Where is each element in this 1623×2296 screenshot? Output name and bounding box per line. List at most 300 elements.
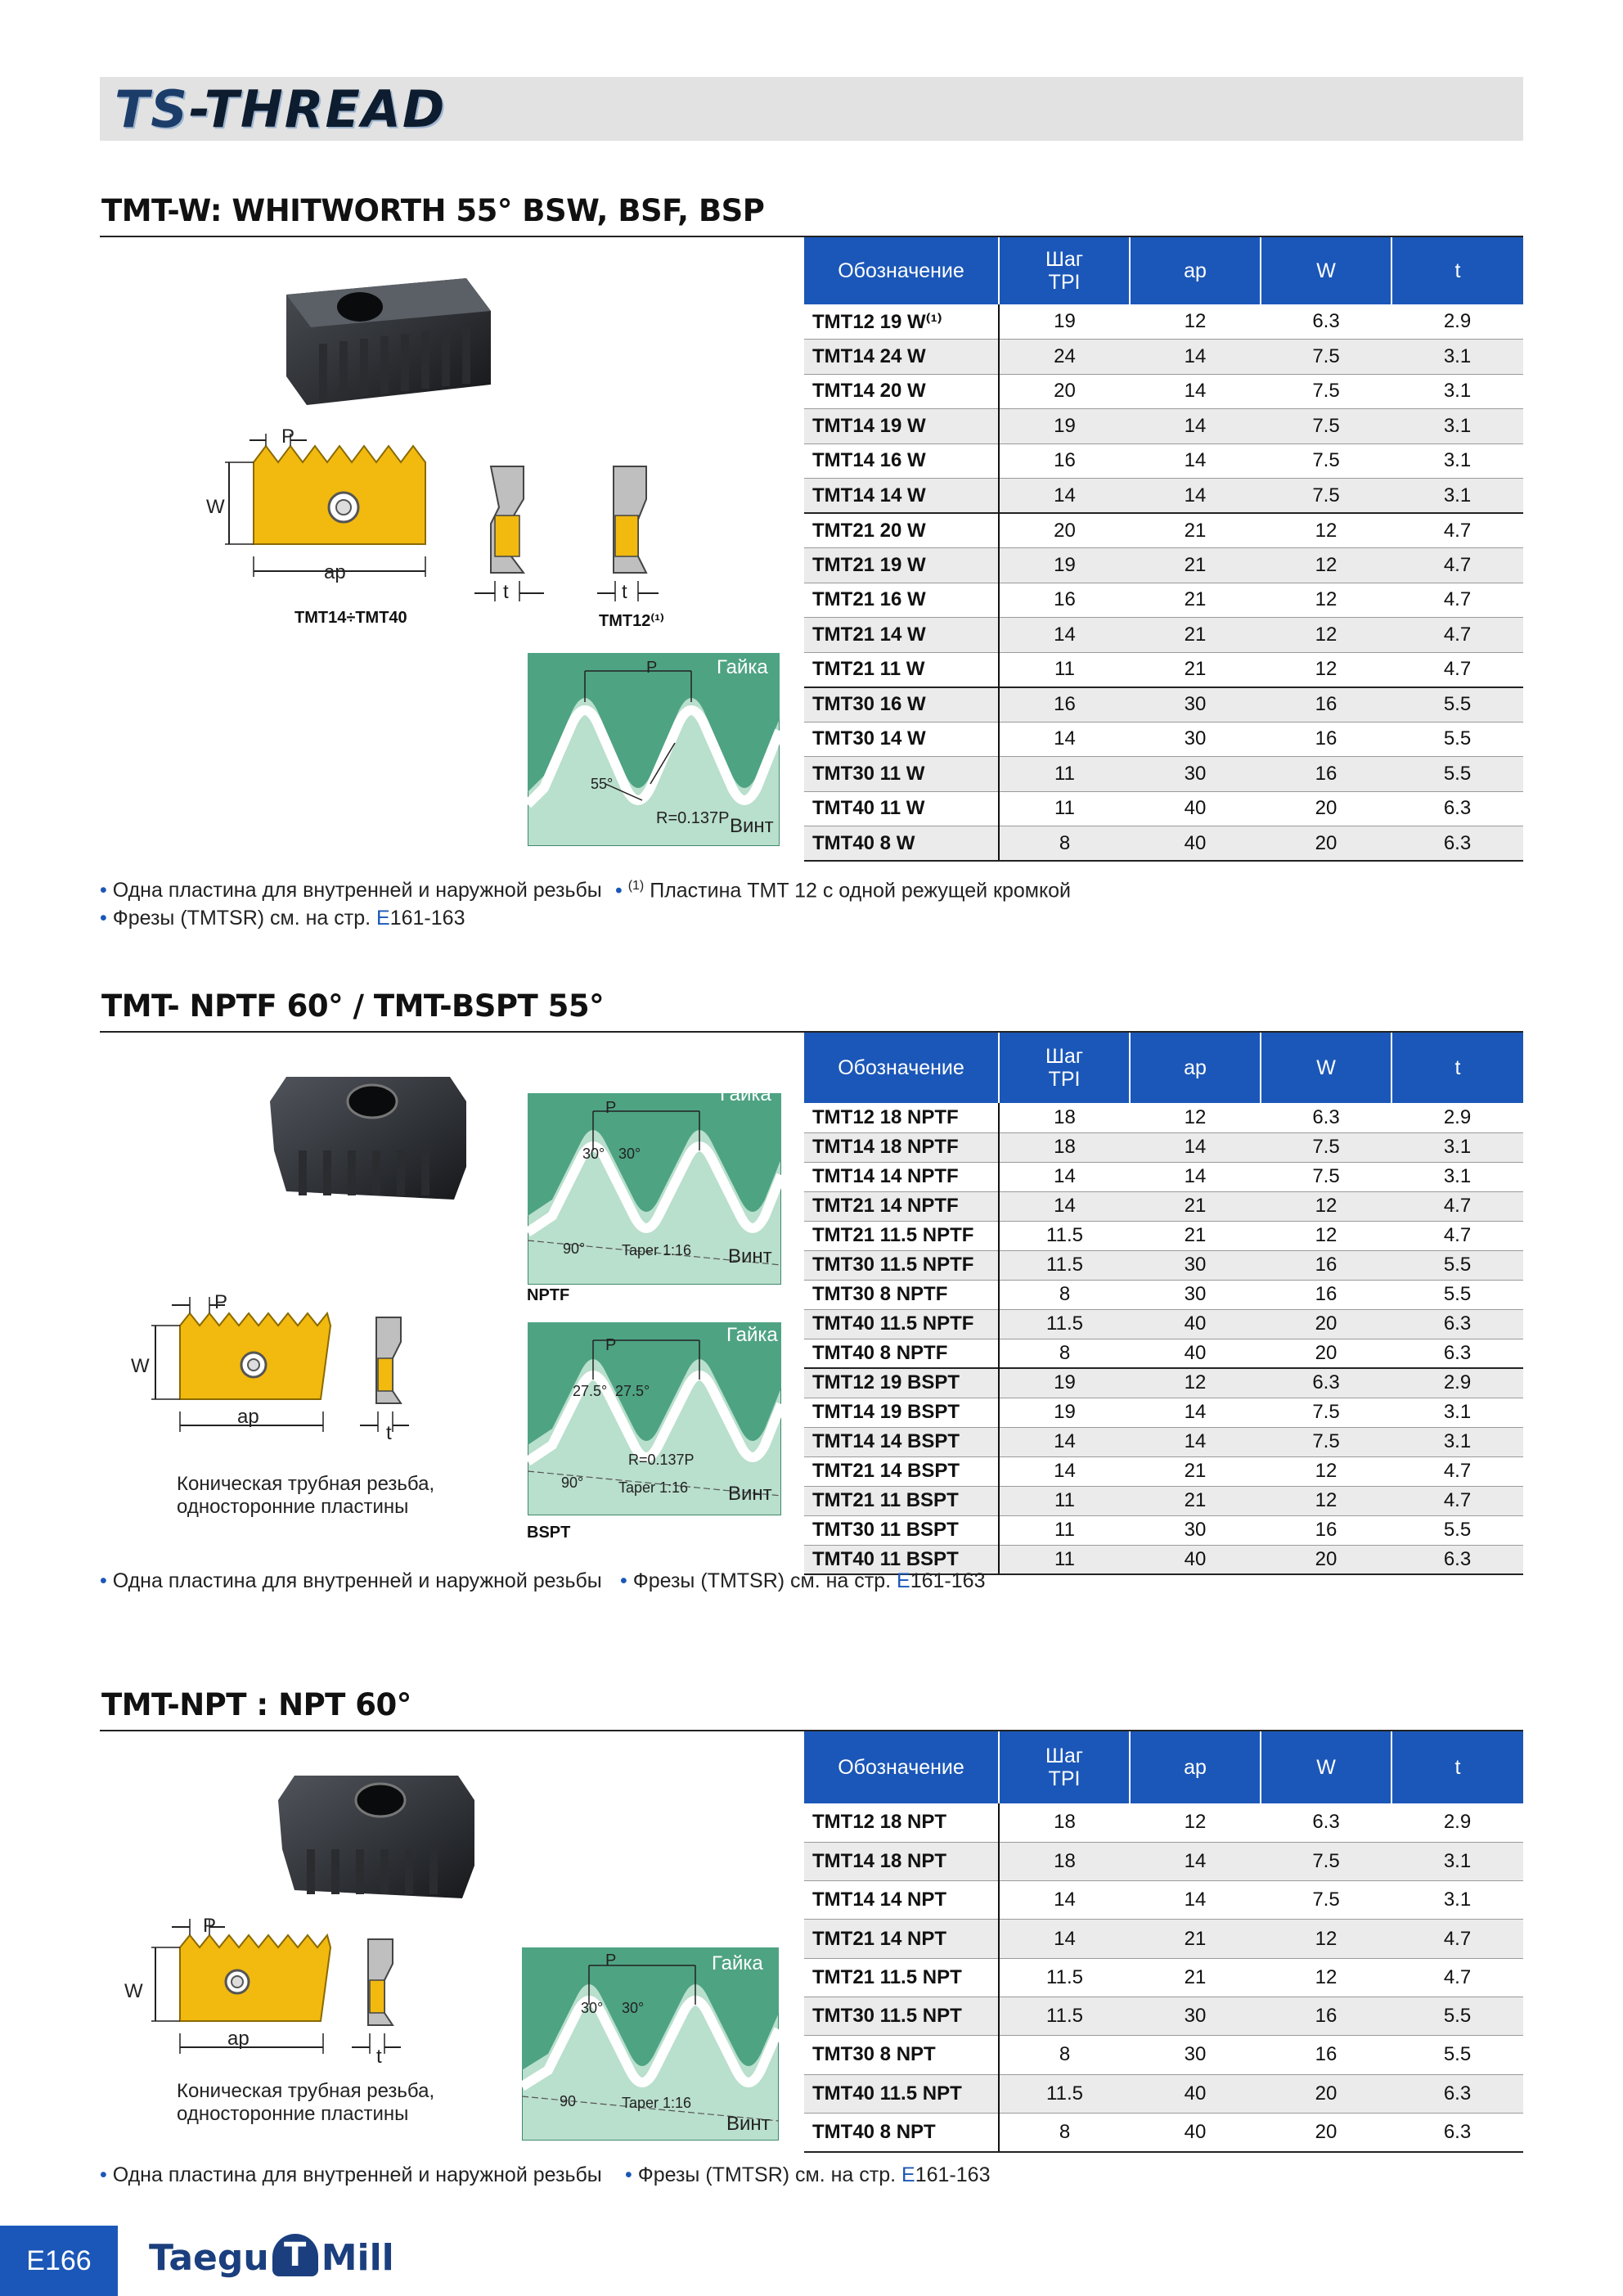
table-row	[804, 1486, 1523, 1515]
cell-value: 3.1	[1391, 1132, 1523, 1162]
cell-value: 7.5	[1261, 1398, 1391, 1427]
cell-value: 6.3	[1391, 1309, 1523, 1339]
cell-designation: TMT40 11.5 NPTF	[804, 1309, 999, 1339]
cell-designation: TMT14 14 NPT	[804, 1881, 999, 1920]
cell-value: 12	[1130, 1103, 1261, 1132]
cell-value: 14	[1130, 443, 1261, 479]
spec-table	[804, 237, 1523, 862]
cell-designation: TMT14 20 W	[804, 374, 999, 409]
cell-value: 30	[1130, 1515, 1261, 1545]
cell-value: 12	[1261, 513, 1391, 548]
angle-label: 30°	[581, 2000, 604, 2016]
cell-value: 40	[1130, 2074, 1261, 2113]
radius-label: R=0.137P	[628, 1452, 695, 1468]
cell-value: 4.7	[1391, 548, 1523, 583]
cell-value: 14	[999, 722, 1130, 757]
cell-value: 2.9	[1391, 304, 1523, 340]
table-row	[804, 652, 1523, 687]
page-number: E166	[0, 2226, 118, 2296]
dim-label-w: W	[206, 496, 225, 518]
cell-value: 4.7	[1391, 652, 1523, 687]
cell-value: 8	[999, 2036, 1130, 2074]
cell-designation: TMT30 11.5 NPTF	[804, 1250, 999, 1280]
cell-value: 11	[999, 1545, 1130, 1574]
table-row	[804, 1221, 1523, 1250]
cell-value: 16	[1261, 722, 1391, 757]
note-page-ref: • Фрезы (TMTSR) см. на стр. E161-163	[625, 2163, 991, 2186]
cell-value: 20	[1261, 791, 1391, 826]
cell-value: 20	[1261, 2113, 1391, 2151]
table-row	[804, 722, 1523, 757]
cell-value: 12	[1261, 618, 1391, 653]
cell-designation: TMT12 19 BSPT	[804, 1368, 999, 1398]
cell-value: 20	[1261, 2074, 1391, 2113]
profile-label-nptf: NPTF	[527, 1286, 570, 1304]
cell-value: 14	[999, 618, 1130, 653]
table-row	[804, 1456, 1523, 1486]
cell-designation: TMT40 8 W	[804, 826, 999, 862]
cell-value: 40	[1130, 1545, 1261, 1574]
cell-value: 12	[1261, 1920, 1391, 1958]
table-row	[804, 479, 1523, 514]
cell-value: 6.3	[1261, 304, 1391, 340]
cell-value: 5.5	[1391, 757, 1523, 792]
cell-value: 21	[1130, 583, 1261, 618]
table-row	[804, 1132, 1523, 1162]
footnote: • $^{(1)}$ Пластина TMT 12 с одной режущей кромкой	[615, 879, 1072, 903]
table-row	[804, 340, 1523, 375]
nut-label: Гайка	[720, 1083, 771, 1105]
table-row	[804, 2074, 1523, 2113]
cell-value: 3.1	[1391, 1398, 1523, 1427]
cell-value: 16	[999, 443, 1130, 479]
cell-designation: TMT21 11.5 NPT	[804, 1958, 999, 1997]
table-row	[804, 1427, 1523, 1456]
cell-value: 16	[999, 583, 1130, 618]
angle-label: 90°	[563, 1240, 586, 1257]
cell-value: 3.1	[1391, 1162, 1523, 1191]
cell-designation: TMT21 14 NPTF	[804, 1191, 999, 1221]
cell-value: 14	[1130, 1132, 1261, 1162]
cell-value: 30	[1130, 1997, 1261, 2035]
cell-value: 8	[999, 826, 1130, 862]
insert-label: TMT14÷TMT40	[294, 609, 407, 627]
angle-label: 90	[560, 2093, 577, 2109]
angle-label: 30°	[582, 1146, 605, 1162]
dim-label-w: W	[124, 1980, 143, 2002]
cell-value: 8	[999, 1339, 1130, 1368]
cell-designation: TMT14 19 W	[804, 409, 999, 444]
cell-value: 7.5	[1261, 1162, 1391, 1191]
cell-designation: TMT21 14 W	[804, 618, 999, 653]
cell-value: 14	[999, 1191, 1130, 1221]
cell-value: 14	[1130, 479, 1261, 514]
cell-value: 30	[1130, 2036, 1261, 2074]
cell-designation: TMT21 11 W	[804, 652, 999, 687]
cell-value: 21	[1130, 618, 1261, 653]
cell-designation: TMT40 8 NPT	[804, 2113, 999, 2151]
note: • Одна пластина для внутренней и наружной резьбы	[100, 879, 602, 902]
table-row	[804, 1368, 1523, 1398]
cell-value: 3.1	[1391, 1842, 1523, 1880]
cell-value: 3.1	[1391, 443, 1523, 479]
cell-value: 6.3	[1261, 1103, 1391, 1132]
cell-value: 6.3	[1391, 1339, 1523, 1368]
cell-value: 5.5	[1391, 1280, 1523, 1309]
nut-label: Гайка	[712, 1952, 763, 1974]
brand-badge: T	[272, 2234, 318, 2276]
cell-designation: TMT30 11 W	[804, 757, 999, 792]
cell-value: 8	[999, 2113, 1130, 2151]
cell-value: 19	[999, 1398, 1130, 1427]
cell-value: 21	[1130, 1191, 1261, 1221]
cell-value: 11.5	[999, 2074, 1130, 2113]
cell-value: 7.5	[1261, 409, 1391, 444]
cell-designation: TMT40 11.5 NPT	[804, 2074, 999, 2113]
cell-designation: TMT21 11.5 NPTF	[804, 1221, 999, 1250]
insert-caption: односторонние пластины	[177, 1496, 409, 1518]
cell-value: 5.5	[1391, 1515, 1523, 1545]
col-header: ap	[1130, 1731, 1261, 1803]
insert-caption: односторонние пластины	[177, 2103, 409, 2125]
col-header: t	[1391, 237, 1523, 304]
taper-label: Taper 1:16	[622, 2095, 692, 2111]
cell-value: 21	[1130, 1958, 1261, 1997]
cell-value: 12	[1261, 548, 1391, 583]
dim-label-p: P	[605, 1952, 617, 1970]
cell-value: 20	[999, 513, 1130, 548]
dim-label-ap: ap	[237, 1406, 259, 1428]
cell-designation: TMT14 14 BSPT	[804, 1427, 999, 1456]
cell-designation: TMT14 24 W	[804, 340, 999, 375]
cell-value: 4.7	[1391, 513, 1523, 548]
dim-label-p: P	[214, 1291, 228, 1313]
cell-value: 4.7	[1391, 1221, 1523, 1250]
cell-value: 11	[999, 757, 1130, 792]
col-header: t	[1391, 1731, 1523, 1803]
table-row	[804, 687, 1523, 723]
cell-value: 16	[1261, 1250, 1391, 1280]
cell-value: 19	[999, 548, 1130, 583]
table-row	[804, 1309, 1523, 1339]
cell-value: 20	[1261, 1339, 1391, 1368]
dim-label-p: P	[646, 659, 658, 677]
cell-value: 4.7	[1391, 618, 1523, 653]
cell-value: 4.7	[1391, 583, 1523, 618]
table-row	[804, 409, 1523, 444]
cell-value: 14	[1130, 1398, 1261, 1427]
cell-value: 6.3	[1391, 2074, 1523, 2113]
dim-label-w: W	[131, 1355, 150, 1377]
cell-designation: TMT21 11 BSPT	[804, 1486, 999, 1515]
cell-value: 5.5	[1391, 1997, 1523, 2035]
insert-photo	[262, 1060, 483, 1224]
table-row	[804, 618, 1523, 653]
cell-value: 7.5	[1261, 443, 1391, 479]
table-row	[804, 1842, 1523, 1880]
dim-label-ap: ap	[324, 561, 346, 583]
table-row	[804, 513, 1523, 548]
table-row	[804, 1881, 1523, 1920]
col-header: Обозначение	[804, 1033, 999, 1103]
cell-value: 40	[1130, 791, 1261, 826]
cell-value: 6.3	[1391, 2113, 1523, 2151]
cell-value: 11	[999, 791, 1130, 826]
cell-value: 6.3	[1391, 826, 1523, 862]
insert-label: TMT12⁽¹⁾	[599, 612, 664, 630]
table-row	[804, 443, 1523, 479]
cell-value: 11	[999, 1486, 1130, 1515]
cell-value: 12	[1261, 1221, 1391, 1250]
cell-designation: TMT30 11.5 NPT	[804, 1997, 999, 2035]
cell-value: 14	[999, 1427, 1130, 1456]
table-row	[804, 374, 1523, 409]
cell-value: 12	[1130, 1368, 1261, 1398]
dim-label-p: P	[605, 1099, 617, 1117]
spec-table	[804, 1033, 1523, 1575]
dim-label-p: P	[203, 1915, 217, 1937]
cell-value: 7.5	[1261, 479, 1391, 514]
cell-designation: TMT14 18 NPTF	[804, 1132, 999, 1162]
cell-value: 30	[1130, 1250, 1261, 1280]
cell-value: 14	[1130, 1427, 1261, 1456]
cell-value: 12	[1130, 1803, 1261, 1842]
angle-label: 27.5°	[615, 1383, 650, 1399]
cell-value: 21	[1130, 548, 1261, 583]
spec-table	[804, 1731, 1523, 2153]
cell-value: 16	[1261, 1280, 1391, 1309]
profile-label-bspt: BSPT	[527, 1524, 571, 1542]
cell-value: 21	[1130, 1920, 1261, 1958]
cell-value: 21	[1130, 652, 1261, 687]
table-row	[804, 1250, 1523, 1280]
cell-value: 30	[1130, 757, 1261, 792]
cell-value: 3.1	[1391, 1881, 1523, 1920]
cell-designation: TMT12 19 W⁽¹⁾	[804, 304, 999, 340]
cell-value: 14	[1130, 1881, 1261, 1920]
table-row	[804, 757, 1523, 792]
nut-label: Гайка	[726, 1324, 778, 1346]
insert-photo	[270, 1759, 491, 1923]
cell-value: 7.5	[1261, 1132, 1391, 1162]
cell-value: 12	[1261, 1486, 1391, 1515]
cell-value: 30	[1130, 722, 1261, 757]
cell-value: 2.9	[1391, 1803, 1523, 1842]
cell-value: 12	[1261, 1958, 1391, 1997]
cell-value: 14	[999, 479, 1130, 514]
cell-designation: TMT14 14 W	[804, 479, 999, 514]
cell-value: 11	[999, 652, 1130, 687]
cell-value: 7.5	[1261, 374, 1391, 409]
cell-value: 16	[1261, 1997, 1391, 2035]
cell-value: 16	[999, 687, 1130, 723]
brand-logo: Taegu T Mill	[149, 2234, 394, 2283]
cell-value: 14	[999, 1881, 1130, 1920]
cell-value: 3.1	[1391, 374, 1523, 409]
cell-value: 3.1	[1391, 409, 1523, 444]
cell-designation: TMT30 8 NPT	[804, 2036, 999, 2074]
cell-designation: TMT30 16 W	[804, 687, 999, 723]
cell-value: 40	[1130, 1309, 1261, 1339]
cell-designation: TMT21 19 W	[804, 548, 999, 583]
cell-designation: TMT40 8 NPTF	[804, 1339, 999, 1368]
cell-value: 7.5	[1261, 340, 1391, 375]
note: • Одна пластина для внутренней и наружной резьбы	[100, 1569, 602, 1592]
cell-value: 11.5	[999, 1221, 1130, 1250]
screw-label: Винт	[728, 1245, 772, 1267]
cell-value: 3.1	[1391, 479, 1523, 514]
table-row	[804, 1280, 1523, 1309]
cell-value: 18	[999, 1132, 1130, 1162]
cell-value: 11	[999, 1515, 1130, 1545]
cell-value: 14	[1130, 1842, 1261, 1880]
cell-value: 12	[1261, 583, 1391, 618]
cell-value: 4.7	[1391, 1958, 1523, 1997]
nut-label: Гайка	[717, 656, 768, 678]
cell-value: 2.9	[1391, 1103, 1523, 1132]
cell-value: 14	[1130, 340, 1261, 375]
cell-value: 20	[999, 374, 1130, 409]
table-row	[804, 1920, 1523, 1958]
cell-designation: TMT14 14 NPTF	[804, 1162, 999, 1191]
table-row	[804, 2036, 1523, 2074]
cell-value: 19	[999, 304, 1130, 340]
col-header: Шаг TPI	[999, 1033, 1130, 1103]
table-row	[804, 1803, 1523, 1842]
cell-value: 7.5	[1261, 1881, 1391, 1920]
cell-designation: TMT14 16 W	[804, 443, 999, 479]
cell-value: 14	[1130, 409, 1261, 444]
dim-label-ap: ap	[227, 2028, 250, 2050]
cell-designation: TMT21 14 NPT	[804, 1920, 999, 1958]
cell-value: 21	[1130, 1486, 1261, 1515]
cell-value: 5.5	[1391, 722, 1523, 757]
table-row	[804, 548, 1523, 583]
dim-label-t: t	[386, 1422, 392, 1444]
cell-value: 11.5	[999, 1250, 1130, 1280]
table-row	[804, 1958, 1523, 1997]
cell-value: 12	[1130, 304, 1261, 340]
cell-value: 3.1	[1391, 1427, 1523, 1456]
cell-value: 20	[1261, 1545, 1391, 1574]
cell-value: 18	[999, 1842, 1130, 1880]
cell-designation: TMT21 14 BSPT	[804, 1456, 999, 1486]
cell-value: 16	[1261, 757, 1391, 792]
col-header: ap	[1130, 1033, 1261, 1103]
table-row	[804, 826, 1523, 862]
dim-label-t: t	[503, 581, 509, 603]
cell-value: 7.5	[1261, 1842, 1391, 1880]
col-header: Обозначение	[804, 237, 999, 304]
cell-value: 11.5	[999, 1997, 1130, 2035]
cell-designation: TMT21 20 W	[804, 513, 999, 548]
cell-designation: TMT40 11 BSPT	[804, 1545, 999, 1574]
note: • Одна пластина для внутренней и наружной резьбы	[100, 2163, 602, 2186]
cell-value: 19	[999, 409, 1130, 444]
col-header: W	[1261, 1731, 1391, 1803]
cell-designation: TMT30 8 NPTF	[804, 1280, 999, 1309]
table-row	[804, 2113, 1523, 2151]
col-header: W	[1261, 1033, 1391, 1103]
cell-value: 14	[999, 1162, 1130, 1191]
table-row	[804, 583, 1523, 618]
insert-caption: Коническая трубная резьба,	[177, 1473, 435, 1495]
cell-value: 40	[1130, 826, 1261, 862]
cell-value: 20	[1261, 826, 1391, 862]
cell-designation: TMT40 11 W	[804, 791, 999, 826]
table-row	[804, 1191, 1523, 1221]
table-row	[804, 1398, 1523, 1427]
dim-label-t: t	[376, 2046, 382, 2068]
logo: TS-THREAD	[115, 79, 447, 139]
col-header: W	[1261, 237, 1391, 304]
cell-value: 11.5	[999, 1309, 1130, 1339]
cell-value: 5.5	[1391, 687, 1523, 723]
cell-value: 4.7	[1391, 1191, 1523, 1221]
col-header: Шаг TPI	[999, 1731, 1130, 1803]
cell-value: 40	[1130, 2113, 1261, 2151]
cell-designation: TMT21 16 W	[804, 583, 999, 618]
cell-designation: TMT30 11 BSPT	[804, 1515, 999, 1545]
cell-value: 19	[999, 1368, 1130, 1398]
cell-designation: TMT14 18 NPT	[804, 1842, 999, 1880]
table-row	[804, 1103, 1523, 1132]
cell-value: 21	[1130, 513, 1261, 548]
cell-designation: TMT30 14 W	[804, 722, 999, 757]
cell-value: 20	[1261, 1309, 1391, 1339]
table-row	[804, 1997, 1523, 2035]
cell-value: 30	[1130, 1280, 1261, 1309]
cell-value: 2.9	[1391, 1368, 1523, 1398]
cell-value: 8	[999, 1280, 1130, 1309]
insert-caption: Коническая трубная резьба,	[177, 2080, 435, 2102]
col-header: Обозначение	[804, 1731, 999, 1803]
cell-designation: TMT14 19 BSPT	[804, 1398, 999, 1427]
dim-label-p: P	[605, 1336, 617, 1354]
note-page-ref: • Фрезы (TMTSR) см. на стр. E161-163	[620, 1569, 986, 1592]
cell-value: 24	[999, 340, 1130, 375]
cell-value: 6.3	[1391, 791, 1523, 826]
angle-label: 55°	[591, 776, 614, 792]
table-row	[804, 1515, 1523, 1545]
cell-value: 12	[1261, 652, 1391, 687]
screw-label: Винт	[726, 2113, 771, 2135]
table-row	[804, 1339, 1523, 1368]
section-title: TMT- NPTF 60° / TMT-BSPT 55°	[101, 988, 605, 1024]
insert-photo	[270, 262, 515, 425]
cell-value: 14	[1130, 374, 1261, 409]
cell-designation: TMT12 18 NPT	[804, 1803, 999, 1842]
cell-value: 30	[1130, 687, 1261, 723]
insert-dimension-drawing	[139, 1915, 434, 2070]
angle-label: 90°	[561, 1474, 584, 1491]
cell-value: 21	[1130, 1221, 1261, 1250]
screw-label: Винт	[730, 815, 774, 837]
taper-label: Taper 1:16	[622, 1242, 692, 1258]
cell-value: 6.3	[1391, 1545, 1523, 1574]
cell-value: 3.1	[1391, 340, 1523, 375]
cell-value: 5.5	[1391, 2036, 1523, 2074]
table-row	[804, 791, 1523, 826]
cell-value: 5.5	[1391, 1250, 1523, 1280]
cell-value: 4.7	[1391, 1456, 1523, 1486]
note-page-ref: • Фрезы (TMTSR) см. на стр. E161-163	[100, 907, 465, 930]
section-title: TMT-W: WHITWORTH 55° BSW, BSF, BSP	[101, 193, 765, 228]
angle-label: 30°	[618, 1146, 641, 1162]
cell-value: 12	[1261, 1191, 1391, 1221]
table-row	[804, 304, 1523, 340]
cell-value: 18	[999, 1103, 1130, 1132]
